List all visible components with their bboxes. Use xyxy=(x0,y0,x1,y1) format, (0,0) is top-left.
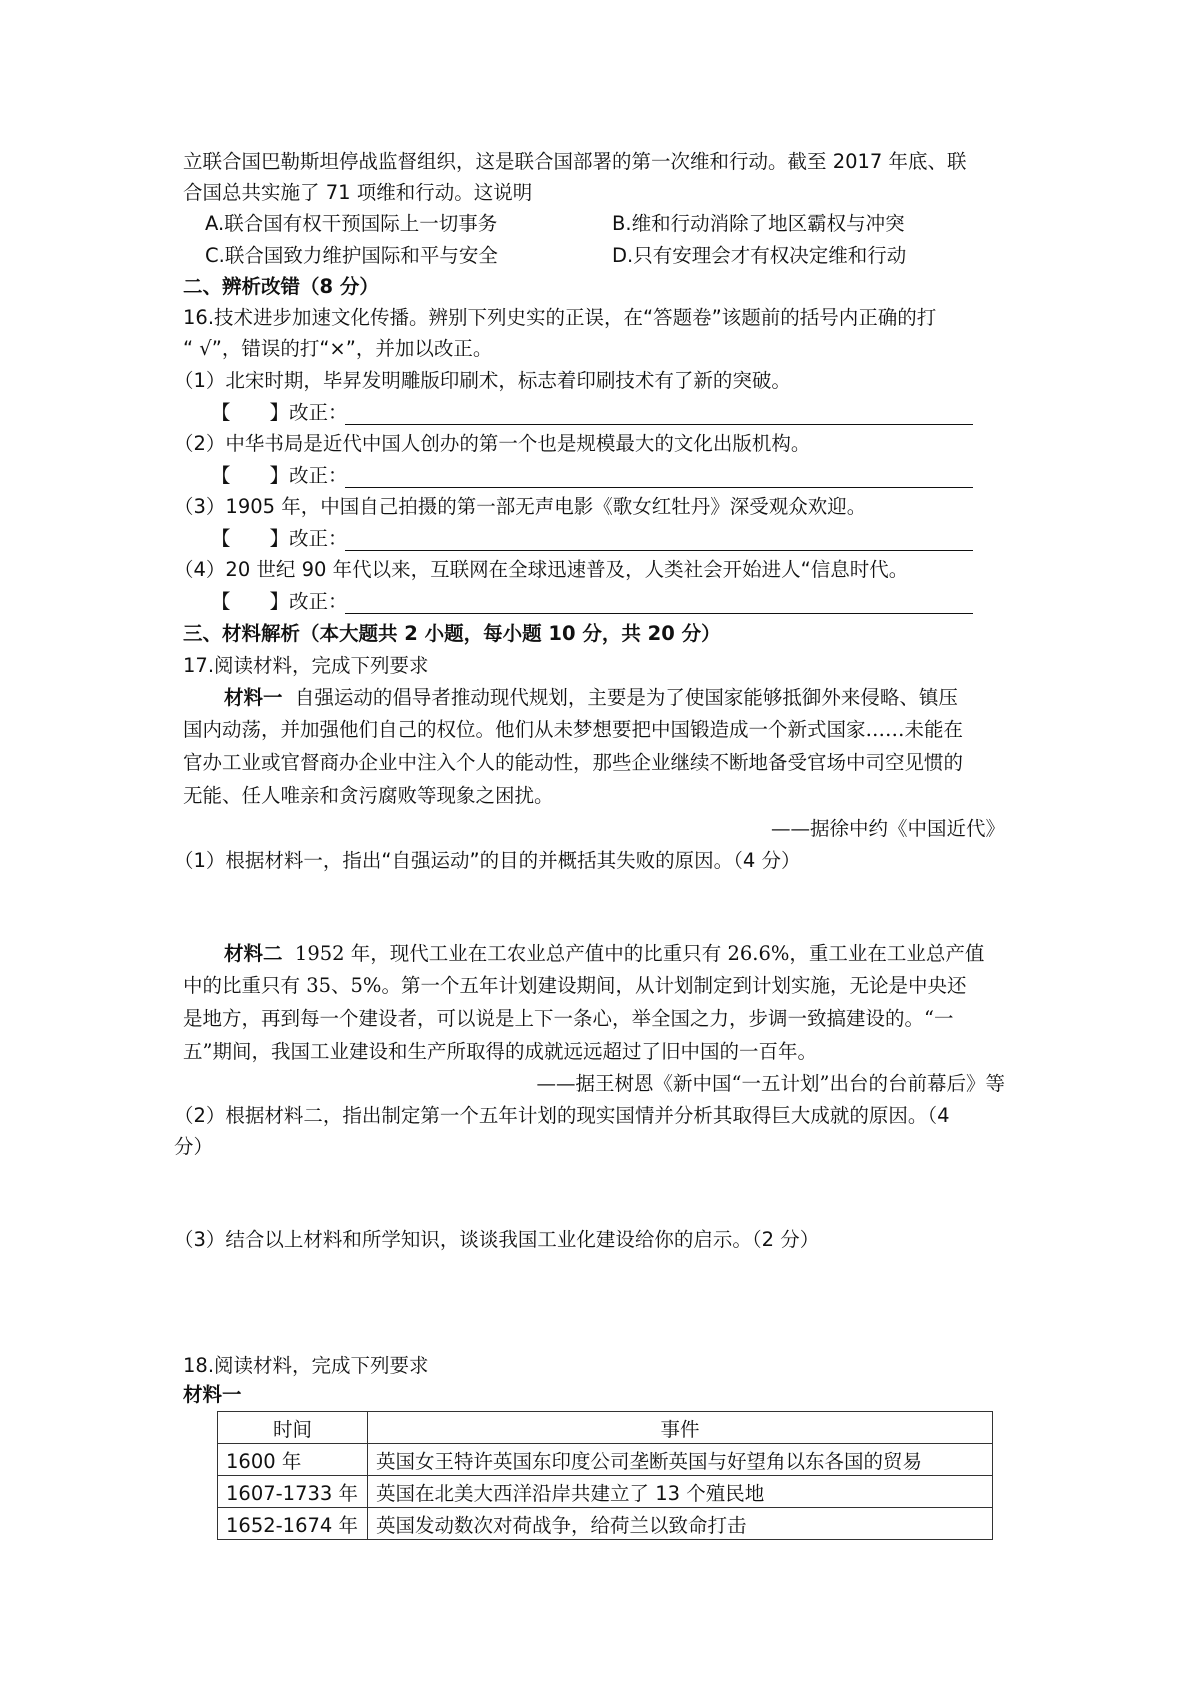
q15-stem-line1: 立联合国巴勒斯坦停战监督组织，这是联合国部署的第一次维和行动。截至 2017 年底、联 xyxy=(183,150,967,173)
q17-material1-first-line xyxy=(224,684,958,712)
q16-stem-line1: 16.技术进步加速文化传播。辨别下列史实的正误，在“答题卷”该题前的括号内正确的打 xyxy=(183,306,937,329)
q16-answer-blank-2[interactable] xyxy=(345,487,973,488)
q17-material1-line1: 自强运动的倡导者推动现代规划，主要是为了使国家能够抵御外来侵略、镇压 xyxy=(294,686,958,709)
table-cell-time: 1600 年 xyxy=(218,1444,368,1476)
q17-material1-label: 材料一 xyxy=(224,686,283,709)
q16-answer-prefix-2: 【 】改正： xyxy=(211,464,348,487)
section2-heading: 二、辨析改错（8 分） xyxy=(183,275,379,298)
table-row xyxy=(218,1476,993,1508)
q18-title: 18.阅读材料，完成下列要求 xyxy=(183,1354,429,1377)
q17-material1-line3: 官办工业或官督商办企业中注入个人的能动性，那些企业继续不断地备受官场中司空见惯的 xyxy=(183,751,964,774)
q17-material2-label: 材料二 xyxy=(224,942,283,965)
table-cell-event: 英国在北美大西洋沿岸共建立了 13 个殖民地 xyxy=(368,1476,993,1508)
q17-material2-line4: 五”期间，我国工业建设和生产所取得的成就远远超过了旧中国的一百年。 xyxy=(183,1040,817,1063)
q15-option-d: D.只有安理会才有权决定维和行动 xyxy=(612,244,907,267)
q16-answer-blank-4[interactable] xyxy=(345,613,973,614)
q17-question3: （3）结合以上材料和所学知识，谈谈我国工业化建设给你的启示。（2 分） xyxy=(174,1228,820,1251)
table-row xyxy=(218,1444,993,1476)
q16-answer-prefix-3: 【 】改正： xyxy=(211,527,348,550)
q17-title: 17.阅读材料，完成下列要求 xyxy=(183,654,429,677)
q18-events-table xyxy=(217,1411,993,1540)
q15-option-c: C.联合国致力维护国际和平与安全 xyxy=(205,244,498,267)
q16-answer-prefix-4: 【 】改正： xyxy=(211,590,348,613)
table-header-event: 事件 xyxy=(368,1412,993,1444)
q17-material1-line2: 国内动荡，并加强他们自己的权位。他们从未梦想要把中国锻造成一个新式国家……未能在 xyxy=(183,718,964,741)
q15-option-a: A.联合国有权干预国际上一切事务 xyxy=(205,212,498,235)
q17-material1-line4: 无能、任人唯亲和贪污腐败等现象之困扰。 xyxy=(183,784,554,807)
q15-stem-line2: 合国总共实施了 71 项维和行动。这说明 xyxy=(183,181,533,204)
q18-material1-label: 材料一 xyxy=(183,1383,242,1406)
q16-answer-blank-1[interactable] xyxy=(345,424,973,425)
table-cell-event: 英国女王特许英国东印度公司垄断英国与好望角以东各国的贸易 xyxy=(368,1444,993,1476)
table-row xyxy=(218,1508,993,1540)
q17-material2-first-line xyxy=(224,940,984,968)
q16-answer-blank-3[interactable] xyxy=(345,550,973,551)
q17-question1: （1）根据材料一，指出“自强运动”的目的并概括其失败的原因。（4 分） xyxy=(174,849,801,872)
q16-stem-line2: “ √”，错误的打“×”，并加以改正。 xyxy=(183,337,493,360)
table-header-row xyxy=(218,1412,993,1444)
q16-item-3: （3）1905 年，中国自己拍摄的第一部无声电影《歌女红牡丹》深受观众欢迎。 xyxy=(174,495,867,518)
q16-answer-prefix-1: 【 】改正： xyxy=(211,401,348,424)
q17-material2-source: ——据王树恩《新中国“一五计划”出台的台前幕后》等 xyxy=(536,1072,1005,1095)
q16-item-4: （4）20 世纪 90 年代以来，互联网在全球迅速普及，人类社会开始进人“信息时代。 xyxy=(174,558,909,581)
section3-heading: 三、材料解析（本大题共 2 小题，每小题 10 分，共 20 分） xyxy=(183,622,721,645)
q17-question2-line2: 分） xyxy=(174,1135,214,1158)
q17-question2-line1: （2）根据材料二，指出制定第一个五年计划的现实国情并分析其取得巨大成就的原因。（4 xyxy=(174,1104,950,1127)
q16-item-2: （2）中华书局是近代中国人创办的第一个也是规模最大的文化出版机构。 xyxy=(174,432,811,455)
table-cell-event: 英国发动数次对荷战争，给荷兰以致命打击 xyxy=(368,1508,993,1540)
q17-material2-line3: 是地方，再到每一个建设者，可以说是上下一条心，举全国之力，步调一致搞建设的。“一 xyxy=(183,1007,954,1030)
table-cell-time: 1652-1674 年 xyxy=(218,1508,368,1540)
q15-option-b: B.维和行动消除了地区霸权与冲突 xyxy=(612,212,905,235)
table-cell-time: 1607-1733 年 xyxy=(218,1476,368,1508)
q17-material2-line2: 中的比重只有 35、5%。第一个五年计划建设期间，从计划制定到计划实施，无论是中央还 xyxy=(183,974,967,997)
q17-material1-source: ——据徐中约《中国近代》 xyxy=(770,817,1005,840)
q17-material2-line1: 1952 年，现代工业在工农业总产值中的比重只有 26.6%，重工业在工业总产值 xyxy=(294,942,985,965)
table-header-time: 时间 xyxy=(218,1412,368,1444)
q16-item-1: （1）北宋时期，毕昇发明雕版印刷术，标志着印刷技术有了新的突破。 xyxy=(174,369,791,392)
